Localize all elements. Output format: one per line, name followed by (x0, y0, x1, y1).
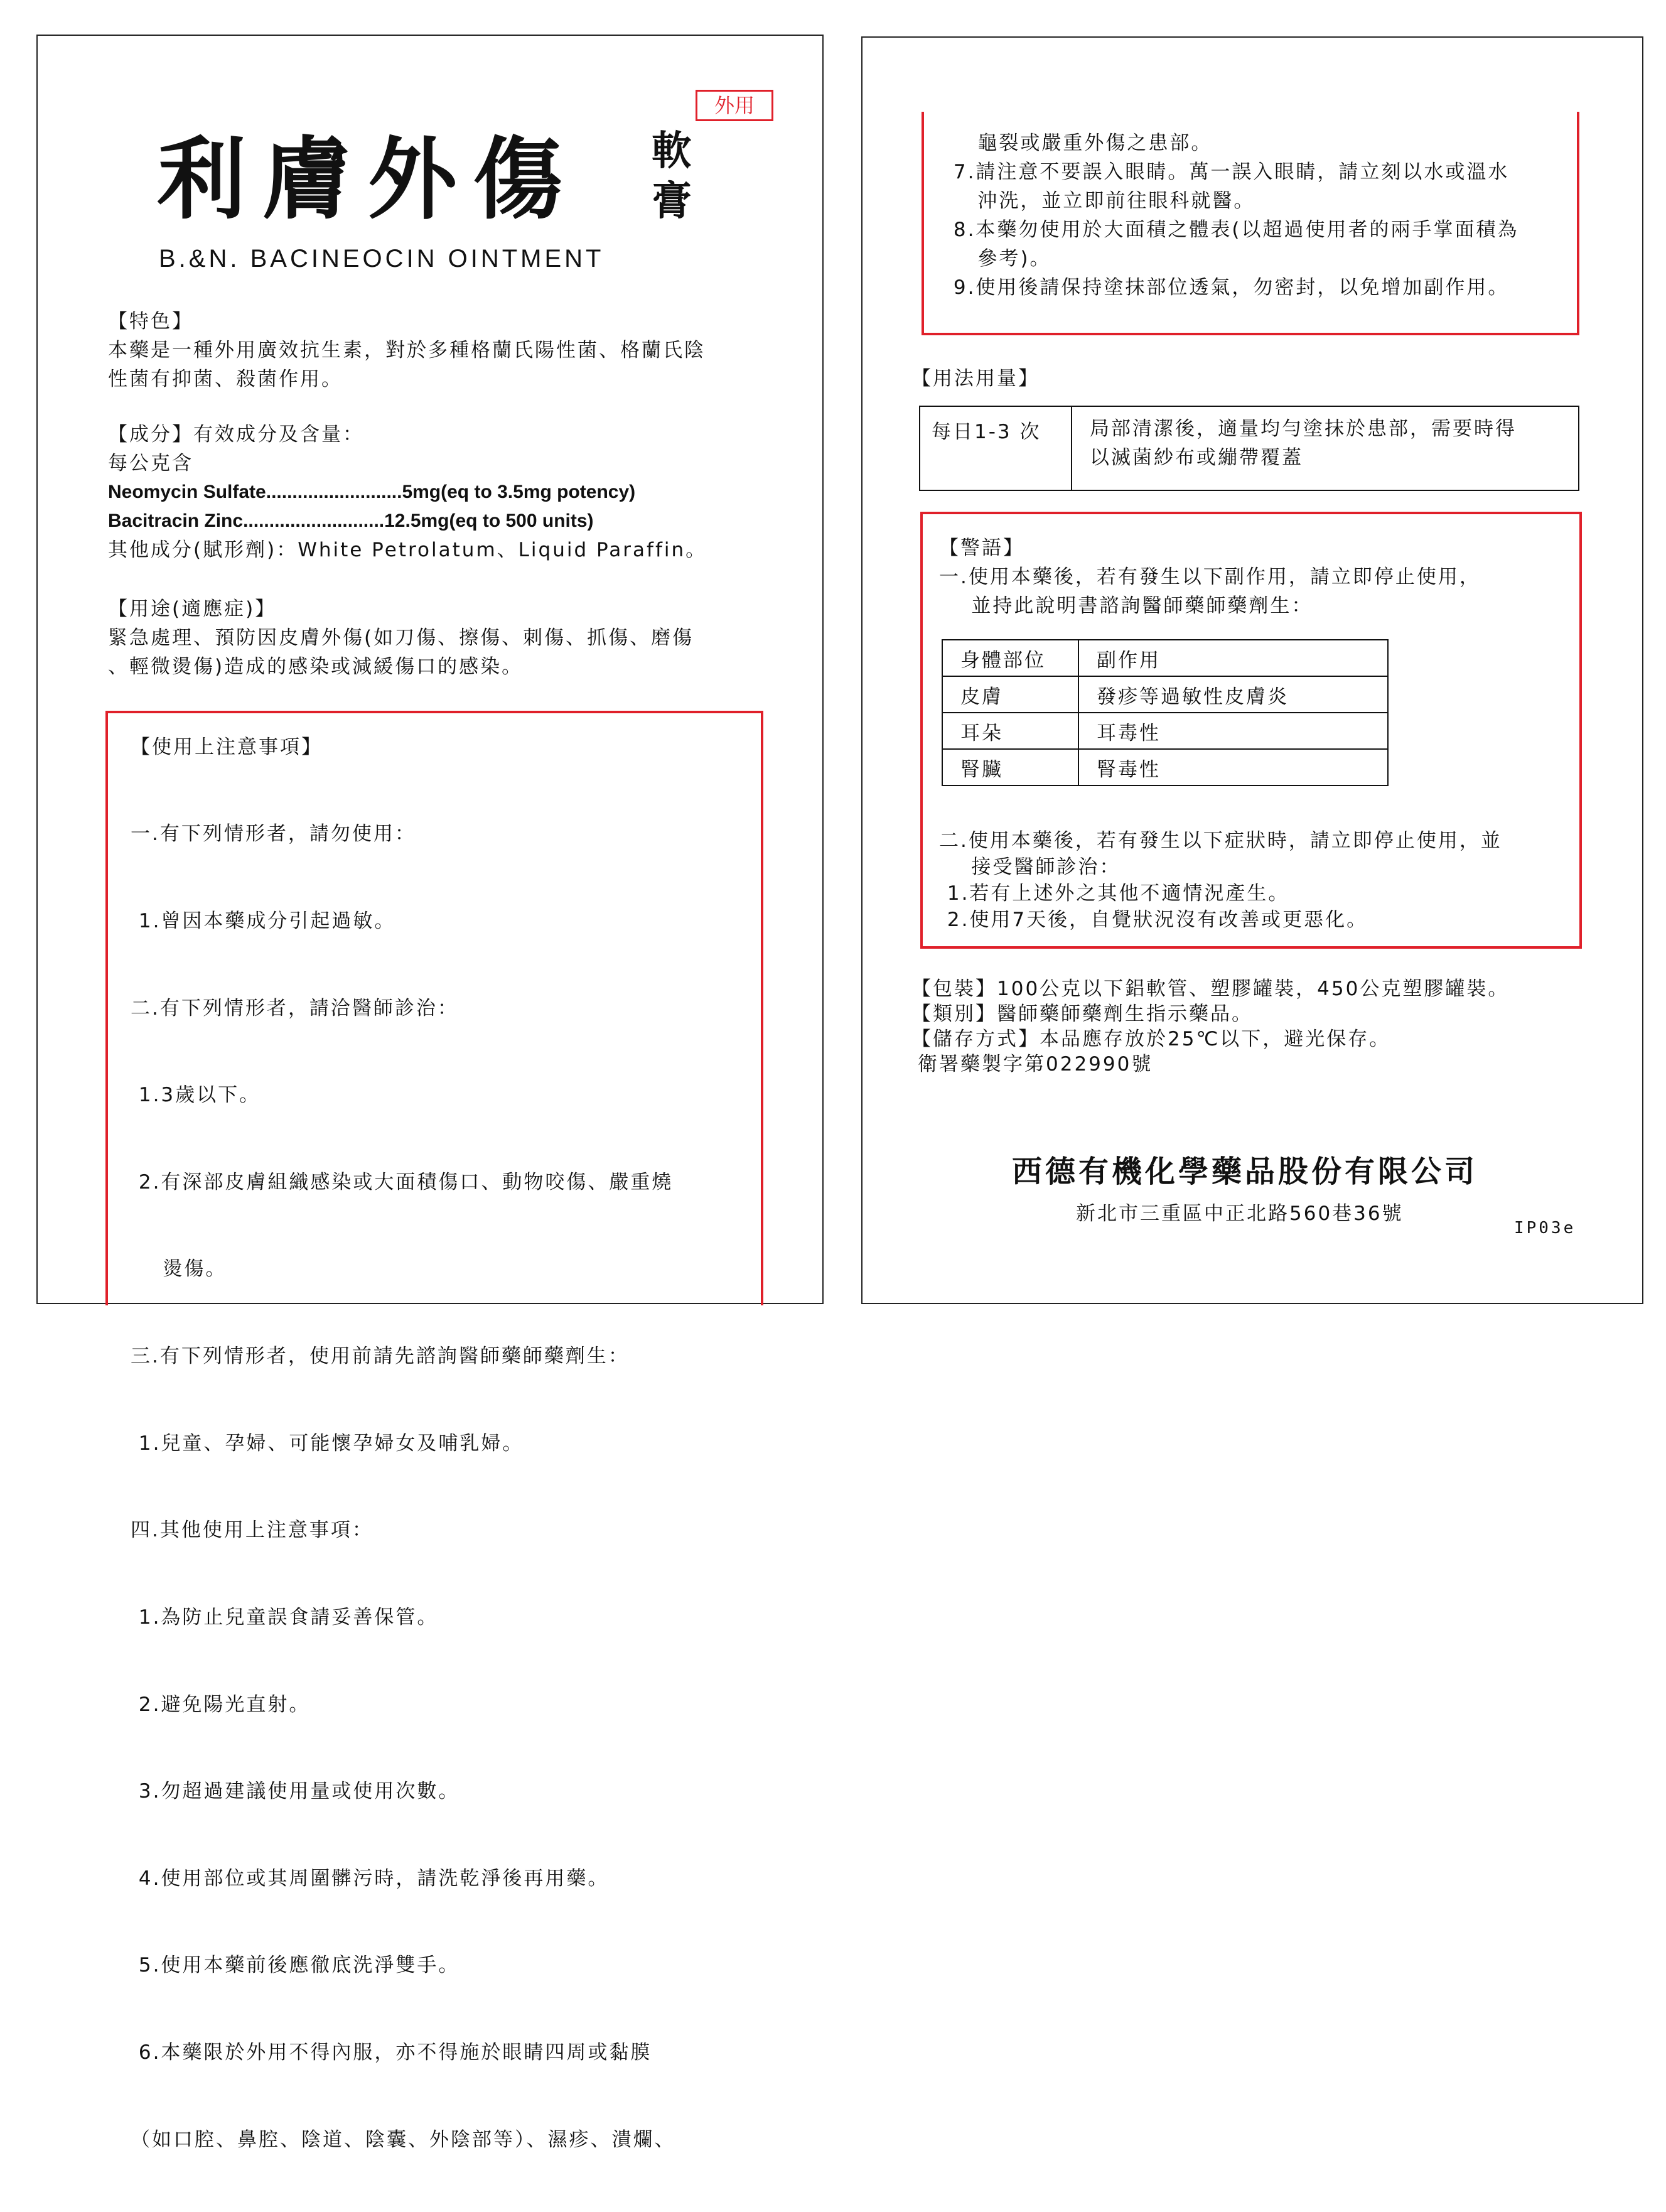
precaution-line: 3.勿超過建議使用量或使用次數。 (131, 1780, 460, 1803)
ingredients-heading: 【成分】有效成分及含量： (108, 423, 364, 446)
precaution-line: 1.3歲以下。 (131, 1084, 261, 1107)
dosage-line: 以滅菌紗布或繃帶覆蓋 (1090, 446, 1303, 469)
precaution-line: 二.有下列情形者，請洽醫師診治： (131, 996, 459, 1020)
english-product-name: B.&N. BACINEOCIN OINTMENT (159, 245, 605, 272)
precaution-line: 1.兒童、孕婦、可能懷孕婦女及哺乳婦。 (131, 1432, 524, 1455)
ingredient-neomycin: Neomycin Sulfate..........................5mg(eq to 3.5mg potency) (108, 482, 636, 502)
warning-line: 2.使用7天後，自覺狀況沒有改善或更惡化。 (939, 909, 1368, 931)
precaution-line: 4.使用部位或其周圍髒污時，請洗乾淨後再用藥。 (131, 1867, 610, 1890)
precaution-line: 四.其他使用上注意事項： (131, 1519, 374, 1542)
precaution-line: 1.為防止兒童誤食請妥善保管。 (131, 1605, 439, 1629)
warning-1-text (939, 563, 1481, 620)
category-info: 【類別】醫師藥師藥劑生指示藥品。 (911, 1003, 1253, 1025)
table-header-row (942, 640, 1388, 676)
features-line: 本藥是一種外用廣效抗生素，對於多種格蘭氏陽性菌、格蘭氏陰 (108, 339, 706, 362)
warnings-heading: 【警語】 (939, 537, 1024, 559)
warning-2-text (939, 828, 1502, 933)
ingredient-bacitracin: Bacitracin Zinc...........................12.5mg(eq to 500 units) (108, 510, 594, 531)
warning-line: 1.若有上述外之其他不適情況產生。 (939, 882, 1290, 905)
precaution-line: 8.本藥勿使用於大面積之體表(以超過使用者的兩手掌面積為 (945, 219, 1519, 241)
precaution-line: 7.請注意不要誤入眼睛。萬一誤入眼睛，請立刻以水或溫水 (945, 161, 1510, 183)
side-effects-table (942, 639, 1389, 786)
precaution-line: 沖洗，並立即前往眼科就醫。 (945, 190, 1255, 212)
dosage-heading: 【用法用量】 (911, 367, 1040, 390)
company-name: 西德有機化學藥品股份有限公司 (1012, 1154, 1478, 1189)
indications-heading: 【用途(適應症)】 (108, 598, 277, 620)
precaution-line: 參考)。 (945, 247, 1051, 270)
warning-line: 接受醫師診治： (939, 856, 1121, 878)
precaution-line: （如口腔、鼻腔、陰道、陰囊、外陰部等）、濕疹、潰爛、 (131, 2128, 676, 2151)
right-page (861, 36, 1643, 1304)
document-code: IP03e (1514, 1219, 1576, 1238)
features-heading: 【特色】 (108, 310, 193, 333)
table-cell: 皮膚 (942, 676, 1078, 713)
precautions-heading: 【使用上注意事項】 (131, 736, 323, 758)
features-line: 性菌有抑菌、殺菌作用。 (108, 368, 343, 391)
dosage-instructions (1072, 406, 1579, 490)
table-row (942, 676, 1388, 713)
precaution-line: 1.曾因本藥成分引起過敏。 (131, 910, 396, 933)
indications-line: 緊急處理、預防因皮膚外傷(如刀傷、擦傷、刺傷、抓傷、磨傷 (108, 627, 694, 649)
dosage-line: 局部清潔後，適量均勻塗抹於患部，需要時得 (1090, 418, 1517, 440)
table-cell: 耳朵 (942, 713, 1078, 749)
dosage-frequency: 每日1-3 次 (920, 406, 1072, 490)
table-cell: 腎臟 (942, 749, 1078, 785)
table-cell: 耳毒性 (1078, 713, 1388, 749)
indications-text (108, 623, 694, 681)
left-page (36, 35, 824, 2151)
table-cell: 發疹等過敏性皮膚炎 (1078, 676, 1388, 713)
precaution-line: 2.避免陽光直射。 (131, 1693, 311, 1716)
precaution-line: 三.有下列情形者，使用前請先諮詢醫師藥師藥劑生： (131, 1345, 630, 1368)
precaution-line: 9.使用後請保持塗抹部位透氣，勿密封，以免增加副作用。 (945, 276, 1510, 299)
external-use-stamp: 外用 (696, 90, 773, 121)
ingredients-per-gram: 每公克含 (108, 452, 193, 475)
indications-line: 、輕微燙傷)造成的感染或減緩傷口的感染。 (108, 656, 524, 678)
product-title: 利膚外傷 (157, 128, 579, 232)
license-number: 衛署藥製字第022990號 (918, 1053, 1153, 1076)
table-header-cell: 副作用 (1078, 640, 1388, 676)
precaution-line: 一.有下列情形者，請勿使用： (131, 823, 416, 846)
precaution-line: 6.本藥限於外用不得內服，亦不得施於眼睛四周或黏膜 (131, 2041, 652, 2064)
product-form-2: 膏 (652, 178, 692, 225)
table-header-cell: 身體部位 (942, 640, 1078, 676)
precautions-continued-list (945, 129, 1519, 302)
warning-line: 並持此說明書諮詢醫師藥師藥劑生： (939, 595, 1313, 617)
product-form-1: 軟 (652, 128, 692, 175)
dosage-table (919, 406, 1579, 491)
warning-line: 二.使用本藥後，若有發生以下症狀時，請立即停止使用，並 (939, 829, 1502, 852)
features-text (108, 336, 706, 394)
ingredient-other: 其他成分(賦形劑)：White Petrolatum、Liquid Paraffin。 (108, 539, 707, 561)
storage-info: 【儲存方式】本品應存放於25℃以下，避光保存。 (911, 1028, 1391, 1050)
precautions-list (131, 762, 676, 2212)
table-row (942, 713, 1388, 749)
precaution-line: 2.有深部皮膚組織感染或大面積傷口、動物咬傷、嚴重燒 (131, 1170, 674, 1194)
packaging-info: 【包裝】100公克以下鋁軟管、塑膠罐裝，450公克塑膠罐裝。 (911, 978, 1510, 1000)
precaution-line: 5.使用本藥前後應徹底洗淨雙手。 (131, 1954, 460, 1977)
warning-line: 一.使用本藥後，若有發生以下副作用，請立即停止使用， (939, 566, 1481, 588)
table-row (942, 749, 1388, 785)
precaution-line: 龜裂或嚴重外傷之患部。 (945, 132, 1213, 154)
precaution-line: 燙傷。 (131, 1258, 227, 1281)
company-address: 新北市三重區中正北路560巷36號 (1076, 1202, 1404, 1225)
table-cell: 腎毒性 (1078, 749, 1388, 785)
